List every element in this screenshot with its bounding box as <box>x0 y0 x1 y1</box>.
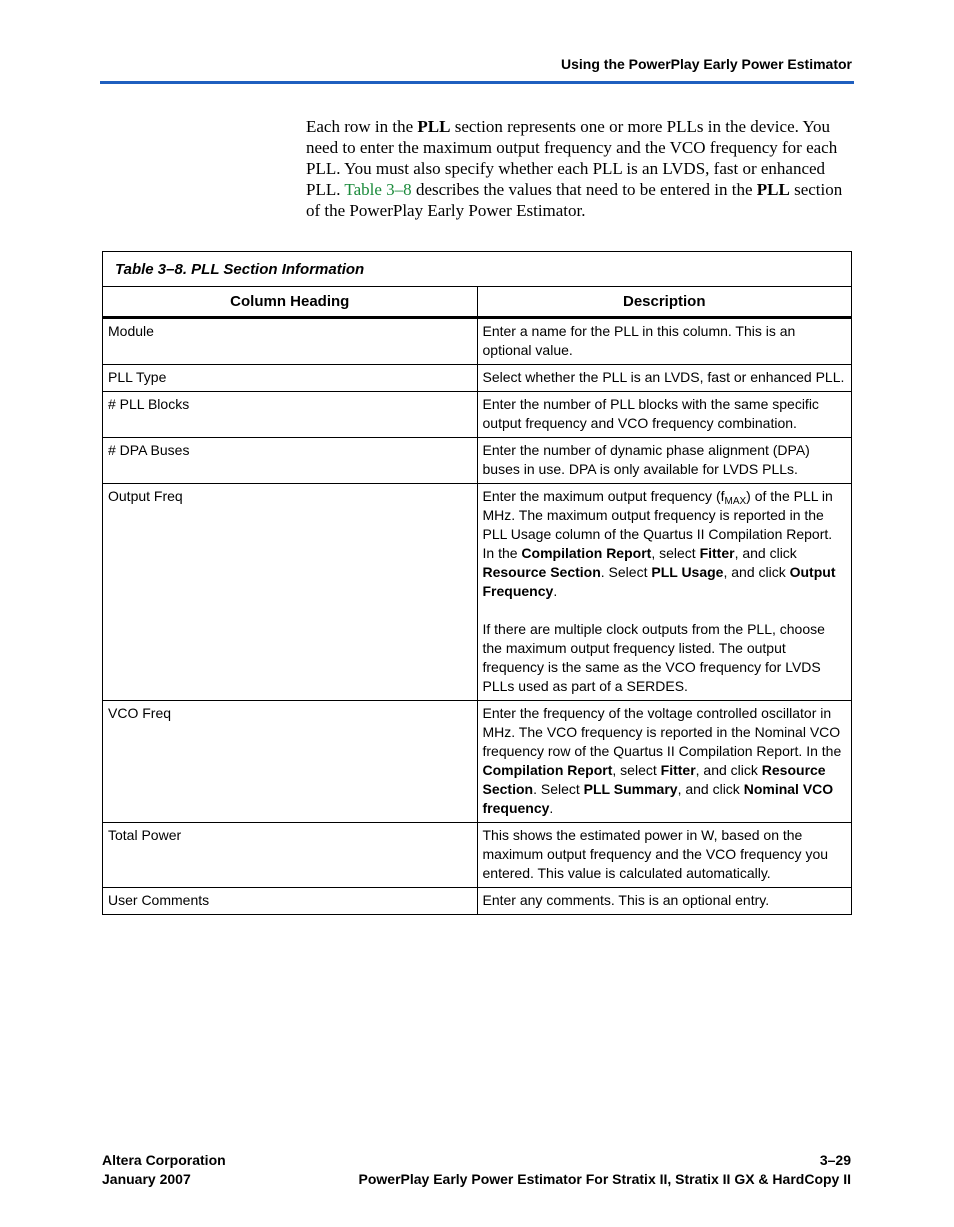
table-row <box>103 438 852 484</box>
desc-text: . <box>553 583 558 599</box>
row-description: Enter any comments. This is an optional entry. <box>477 888 852 915</box>
intro-text-4: section of the PowerPlay Early Power Estimator. <box>306 180 843 220</box>
desc-text: , and click <box>695 762 762 778</box>
table-row <box>103 823 852 888</box>
footer-right <box>359 1151 851 1189</box>
row-description: Enter the number of PLL blocks with the same specific output frequency and VCO frequency combination. <box>477 392 852 438</box>
intro-bold-pll-1: PLL <box>417 117 451 136</box>
row-description: Enter the number of dynamic phase alignment (DPA) buses in use. DPA is only available for LVDS PLLs. <box>477 438 852 484</box>
desc-text: , select <box>651 545 700 561</box>
row-description: This shows the estimated power in W, based on the maximum output frequency and the VCO frequency you entered. This value is calculated automatically. <box>477 823 852 888</box>
page-number: 3–29 <box>819 1152 851 1168</box>
description-paragraph: If there are multiple clock outputs from the PLL, choose the maximum output frequency listed. The output frequency is the same as the VCO frequency for LVDS PLLs used as part of a SERDES. <box>482 621 825 694</box>
row-description <box>477 701 852 823</box>
footer-doc-title: PowerPlay Early Power Estimator For Stratix II, Stratix II GX & HardCopy II <box>358 1171 851 1187</box>
table-row <box>103 392 852 438</box>
row-description: Select whether the PLL is an LVDS, fast or enhanced PLL. <box>477 365 852 392</box>
desc-bold: Compilation Report <box>521 545 652 561</box>
desc-subscript: MAX <box>724 496 747 507</box>
desc-bold: Fitter <box>699 545 735 561</box>
table-row <box>103 365 852 392</box>
desc-text: , select <box>612 762 661 778</box>
table-row <box>103 701 852 823</box>
desc-text: Enter the frequency of the voltage controlled oscillator in MHz. The VCO frequency is reported in the Nominal VCO frequency row of the Quartus II Compilation Report. In the <box>482 705 842 759</box>
row-heading: # DPA Buses <box>103 438 478 484</box>
intro-bold-pll-2: PLL <box>756 180 790 199</box>
pll-section-table-wrap <box>102 251 852 915</box>
row-heading: Module <box>103 318 478 365</box>
row-description <box>477 484 852 701</box>
table-row <box>103 484 852 701</box>
desc-text: . <box>549 800 554 816</box>
running-header: Using the PowerPlay Early Power Estimator <box>561 56 852 72</box>
desc-text: Enter the maximum output frequency (f <box>482 488 725 504</box>
row-heading: Output Freq <box>103 484 478 701</box>
desc-bold: PLL Usage <box>651 564 724 580</box>
row-description: Enter a name for the PLL in this column. This is an optional value. <box>477 318 852 365</box>
row-heading: PLL Type <box>103 365 478 392</box>
intro-text-1: Each row in the <box>306 117 418 136</box>
intro-paragraph <box>306 116 851 221</box>
header-rule <box>100 81 854 84</box>
table-header-row <box>103 287 852 318</box>
desc-text: . Select <box>600 564 652 580</box>
row-heading: User Comments <box>103 888 478 915</box>
table-cross-reference-link[interactable]: Table 3–8 <box>344 180 412 199</box>
row-heading: # PLL Blocks <box>103 392 478 438</box>
desc-text: , and click <box>734 545 797 561</box>
footer-date: January 2007 <box>102 1171 191 1187</box>
desc-text: , and click <box>723 564 790 580</box>
footer-company: Altera Corporation <box>102 1152 226 1168</box>
column-header-heading: Column Heading <box>103 287 478 318</box>
intro-text-3: describes the values that need to be entered in the <box>411 180 757 199</box>
table-row <box>103 888 852 915</box>
table-caption-row <box>103 252 852 287</box>
footer-left <box>102 1151 226 1189</box>
desc-text: . Select <box>533 781 584 797</box>
desc-bold: Compilation Report <box>482 762 613 778</box>
intro-text-2: section represents one or more PLLs in the device. You need to enter the maximum output frequency and the VCO frequency for each PLL. You must also specify whether each PLL is an LVDS, fast or enhanced PLL. <box>306 117 838 199</box>
description-paragraph <box>483 487 846 601</box>
table-caption: Table 3–8. PLL Section Information <box>103 252 852 287</box>
row-heading: Total Power <box>103 823 478 888</box>
desc-bold: PLL Summary <box>583 781 678 797</box>
desc-bold: Nominal VCO frequency <box>482 781 834 816</box>
table-row <box>103 318 852 365</box>
row-heading: VCO Freq <box>103 701 478 823</box>
column-header-description: Description <box>477 287 852 318</box>
desc-bold: Output Frequency <box>482 564 836 599</box>
desc-text: ) of the PLL in MHz. The maximum output frequency is reported in the PLL Usage column of the Quartus II Compilation Report. In the <box>482 488 833 561</box>
desc-text: , and click <box>677 781 744 797</box>
desc-bold: Fitter <box>660 762 696 778</box>
desc-bold: Resource Section <box>482 564 601 580</box>
pll-section-table <box>102 251 852 915</box>
desc-bold: Resource Section <box>482 762 826 797</box>
